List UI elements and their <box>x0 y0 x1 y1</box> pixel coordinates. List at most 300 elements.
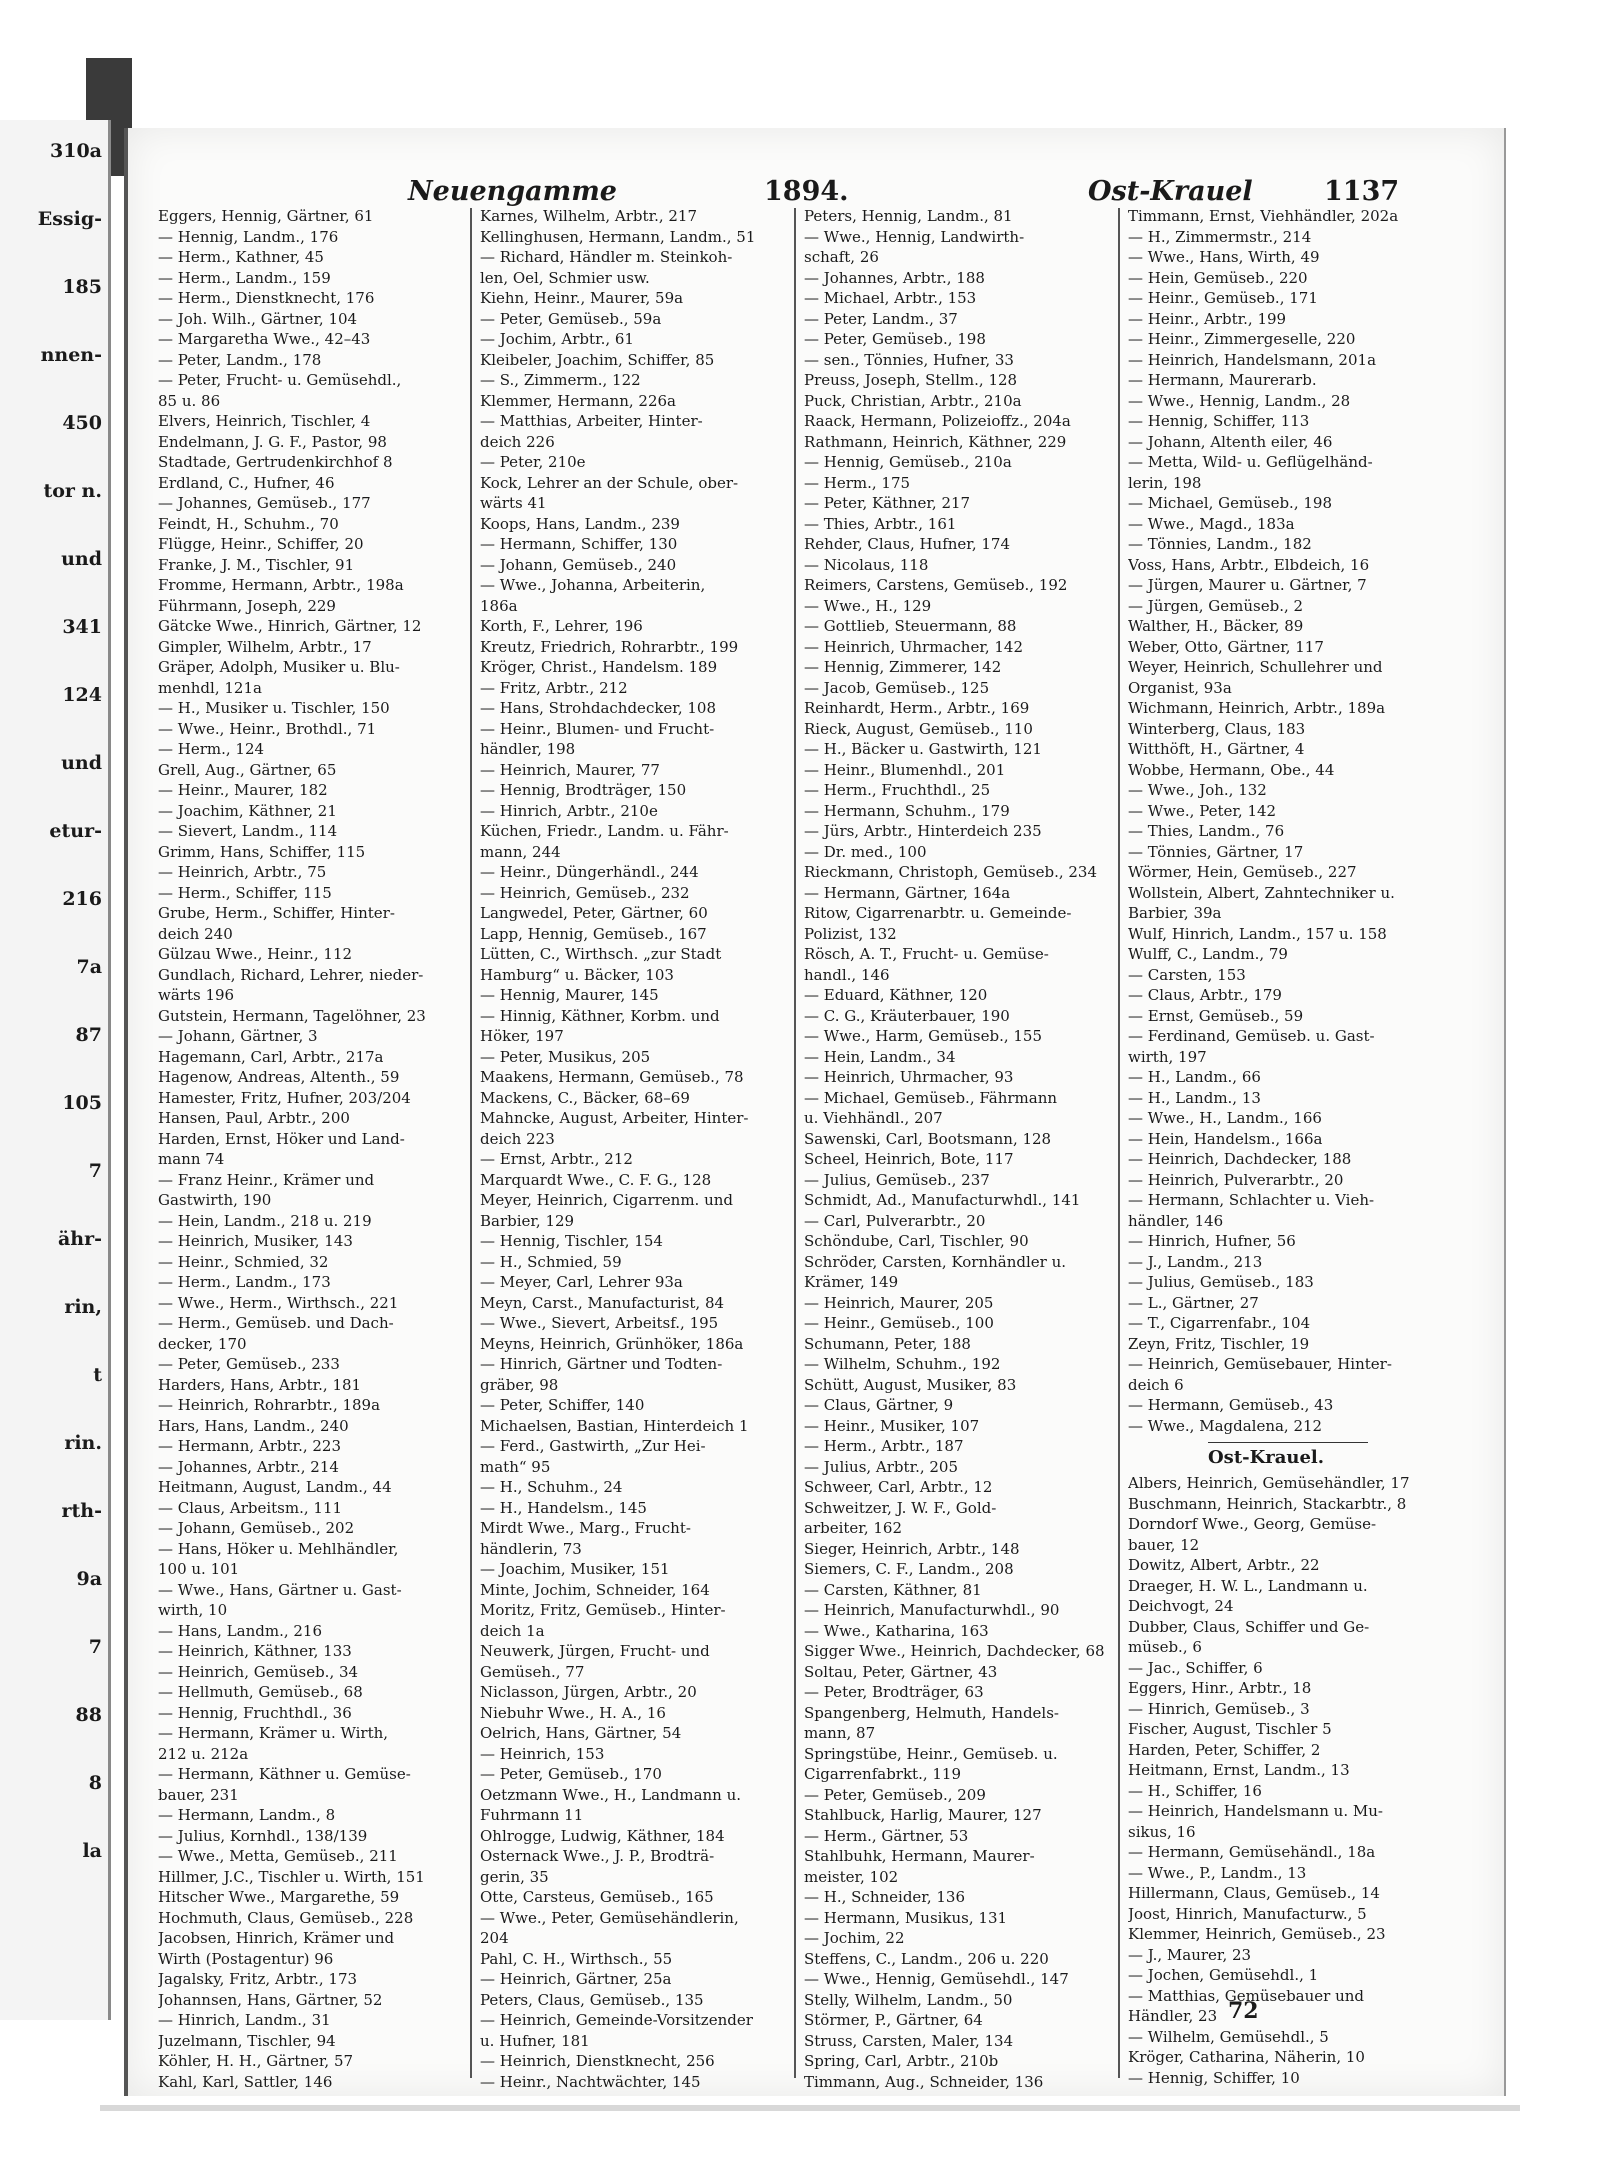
directory-entry: Hagenow, Andreas, Altenth., 59 <box>158 1068 400 1086</box>
directory-entry: — Jac., Schiffer, 6 <box>1128 1658 1263 1677</box>
directory-entry: — J., Landm., 213 <box>1128 1252 1263 1271</box>
directory-entry: — T., Cigarrenfabr., 104 <box>1128 1314 1311 1332</box>
directory-entry: — Hans, Landm., 216 <box>158 1621 323 1640</box>
directory-entry: — Heinrich, Manufacturwhdl., 90 <box>804 1601 1060 1619</box>
directory-entry: deich 1a <box>480 1621 545 1640</box>
directory-entry: — Claus, Gärtner, 9 <box>804 1396 954 1414</box>
directory-entry: — Richard, Händler m. Steinkoh- <box>480 248 733 266</box>
directory-entry: Kleibeler, Joachim, Schiffer, 85 <box>480 350 715 369</box>
directory-entry: mann, 244 <box>480 842 561 861</box>
directory-entry: Kellinghusen, Hermann, Landm., 51 <box>480 227 756 246</box>
page-bottom-edge <box>100 2105 1520 2111</box>
signature-mark: 72 <box>1228 1998 1259 2024</box>
directory-entry: Grimm, Hans, Schiffer, 115 <box>158 842 366 861</box>
directory-entry: Eggers, Hinr., Arbtr., 18 <box>1128 1679 1312 1697</box>
directory-entry: — Hermann, Landm., 8 <box>158 1806 336 1824</box>
directory-entry: — Herm., Landm., 159 <box>158 268 331 287</box>
directory-entry: — Heinrich, Maurer, 205 <box>804 1293 994 1312</box>
directory-entry: — S., Zimmerm., 122 <box>480 371 641 389</box>
directory-entry: Walther, H., Bäcker, 89 <box>1128 617 1304 635</box>
directory-entry: Buschmann, Heinrich, Stackarbtr., 8 <box>1128 1494 1407 1513</box>
directory-entry: Juzelmann, Tischler, 94 <box>158 2031 336 2050</box>
directory-entry: deich 6 <box>1128 1375 1184 1394</box>
directory-entry: — Heinrich, Uhrmacher, 142 <box>804 637 1024 656</box>
directory-entry: Niebuhr Wwe., H. A., 16 <box>480 1703 666 1722</box>
directory-entry: händlerin, 73 <box>480 1539 582 1558</box>
directory-entry: — Hennig, Maurer, 145 <box>480 986 659 1004</box>
directory-entry: schaft, 26 <box>804 248 879 266</box>
directory-entry: Preuss, Joseph, Stellm., 128 <box>804 371 1018 389</box>
directory-entry: Dowitz, Albert, Arbtr., 22 <box>1128 1556 1320 1574</box>
directory-entry: decker, 170 <box>158 1334 247 1353</box>
directory-entry: — Heinr., Zimmergeselle, 220 <box>1128 330 1356 348</box>
directory-entry: Kock, Lehrer an der Schule, ober- <box>480 473 739 492</box>
directory-entry: Osternack Wwe., J. P., Brodträ- <box>480 1847 715 1865</box>
directory-entry: — Wilhelm, Gemüsehdl., 5 <box>1128 2027 1329 2046</box>
left-page-fragment: 8 <box>88 1772 102 1794</box>
directory-entry: — Michael, Gemüseb., 198 <box>1128 494 1332 512</box>
directory-entry: mann 74 <box>158 1150 225 1168</box>
directory-entry: Rehder, Claus, Hufner, 174 <box>804 535 1011 553</box>
directory-entry: — Hermann, Schuhm., 179 <box>804 801 1010 820</box>
directory-entry: — Herm., Dienstknecht, 176 <box>158 289 375 307</box>
directory-entry: — Ernst, Gemüseb., 59 <box>1128 1006 1304 1025</box>
directory-entry: — Jürgen, Maurer u. Gärtner, 7 <box>1128 576 1367 594</box>
directory-entry: — Hinrich, Gemüseb., 3 <box>1128 1699 1310 1718</box>
directory-entry: händler, 146 <box>1128 1211 1224 1230</box>
directory-entry: Gutstein, Hermann, Tagelöhner, 23 <box>158 1006 426 1025</box>
directory-entry: — H., Handelsm., 145 <box>480 1498 647 1517</box>
directory-entry: Schweitzer, J. W. F., Gold- <box>804 1498 997 1517</box>
directory-entry: — Heinrich, Gemüseb., 232 <box>480 883 690 902</box>
directory-entry: Stelly, Wilhelm, Landm., 50 <box>804 1990 1013 2009</box>
directory-entry: Gülzau Wwe., Heinr., 112 <box>158 945 353 963</box>
directory-entry: — Herm., Kathner, 45 <box>158 248 324 266</box>
directory-entry: — Heinr., Schmied, 32 <box>158 1252 329 1271</box>
directory-entry: — Wwe., P., Landm., 13 <box>1128 1863 1307 1882</box>
directory-entry: — Heinr., Musiker, 107 <box>804 1416 980 1435</box>
directory-entry: Schröder, Carsten, Kornhändler u. <box>804 1252 1067 1271</box>
directory-entry: Draeger, H. W. L., Landmann u. <box>1128 1576 1368 1595</box>
left-page-fragment: rin, <box>64 1296 102 1318</box>
directory-entry: lerin, 198 <box>1128 473 1202 492</box>
directory-entry: — Heinr., Blumen- und Frucht- <box>480 719 715 738</box>
directory-entry: — Hermann, Schlachter u. Vieh- <box>1128 1191 1375 1209</box>
directory-entry: Heitmann, August, Landm., 44 <box>158 1478 392 1496</box>
directory-entry: — Hans, Höker u. Mehlhändler, <box>158 1539 399 1558</box>
directory-entry: — Wwe., Katharina, 163 <box>804 1621 989 1640</box>
directory-entry: — Wwe., Hans, Gärtner u. Gast- <box>158 1580 402 1599</box>
left-page-fragment: 341 <box>62 616 102 638</box>
directory-entry: — Wwe., Metta, Gemüseb., 211 <box>158 1847 398 1865</box>
directory-entry: Schweer, Carl, Arbtr., 12 <box>804 1478 993 1496</box>
directory-entry: — Thies, Landm., 76 <box>1128 822 1285 840</box>
directory-entry: Harden, Peter, Schiffer, 2 <box>1128 1740 1321 1759</box>
directory-entry: Kröger, Catharina, Näherin, 10 <box>1128 2048 1365 2066</box>
directory-entry: Langwedel, Peter, Gärtner, 60 <box>480 904 708 922</box>
directory-entry: — Wwe., Magd., 183a <box>1128 514 1295 533</box>
directory-entry: wirth, 10 <box>158 1601 228 1619</box>
directory-entry: — Tönnies, Landm., 182 <box>1128 535 1312 553</box>
directory-entry: — Herm., Gemüseb. und Dach- <box>158 1314 394 1332</box>
directory-entry: Fischer, August, Tischler 5 <box>1128 1720 1332 1738</box>
left-page-fragment: rth- <box>61 1500 102 1522</box>
directory-entry: Feindt, H., Schuhm., 70 <box>158 514 339 533</box>
directory-entry: — Peter, Frucht- u. Gemüsehdl., <box>158 371 402 389</box>
left-page-fragment: ähr- <box>57 1228 102 1250</box>
directory-entry: — Peter, Gemüseb., 59a <box>480 309 662 328</box>
directory-entry: Steffens, C., Landm., 206 u. 220 <box>804 1949 1049 1968</box>
left-page-fragment: 7 <box>88 1636 102 1658</box>
directory-entry: — Johann, Gemüseb., 202 <box>158 1519 355 1537</box>
directory-entry: u. Hufner, 181 <box>480 2031 590 2050</box>
directory-entry: Moritz, Fritz, Gemüseb., Hinter- <box>480 1601 726 1619</box>
directory-entry: Gräper, Adolph, Musiker u. Blu- <box>158 658 400 676</box>
directory-entry: Michaelsen, Bastian, Hinterdeich 1 <box>480 1416 749 1435</box>
directory-entry: Zeyn, Fritz, Tischler, 19 <box>1128 1334 1310 1353</box>
directory-entry: Stahlbuck, Harlig, Maurer, 127 <box>804 1806 1042 1824</box>
directory-entry: — Hermann, Gemüsehändl., 18a <box>1128 1843 1376 1861</box>
left-page-fragment: 124 <box>62 684 102 706</box>
directory-entry: — Heinr., Gemüseb., 100 <box>804 1314 994 1332</box>
directory-entry: Pahl, C. H., Wirthsch., 55 <box>480 1949 673 1968</box>
directory-entry: Soltau, Peter, Gärtner, 43 <box>804 1662 998 1681</box>
directory-entry: Gimpler, Wilhelm, Arbtr., 17 <box>158 637 372 656</box>
directory-entry: Oelrich, Hans, Gärtner, 54 <box>480 1724 682 1742</box>
directory-entry: — Wwe., Joh., 132 <box>1128 781 1267 799</box>
directory-entry: — H., Bäcker u. Gastwirth, 121 <box>804 740 1042 758</box>
directory-entry: — Heinrich, Handelsmann u. Mu- <box>1128 1802 1383 1820</box>
directory-entry: — Jürs, Arbtr., Hinterdeich 235 <box>804 822 1042 840</box>
directory-entry: — Heinrich, Handelsmann, 201a <box>1128 350 1377 369</box>
directory-entry: — Hennig, Schiffer, 10 <box>1128 2068 1300 2087</box>
directory-entry: — Heinrich, 153 <box>480 1744 605 1763</box>
directory-entry: — Carl, Pulverarbtr., 20 <box>804 1211 986 1230</box>
directory-entry: — Wwe., Hans, Wirth, 49 <box>1128 248 1320 266</box>
directory-entry: Joost, Hinrich, Manufacturw., 5 <box>1128 1904 1367 1923</box>
directory-entry: — Peter, Schiffer, 140 <box>480 1396 645 1414</box>
directory-entry: — Hinrich, Gärtner und Todten- <box>480 1355 723 1373</box>
directory-entry: — Ferdinand, Gemüseb. u. Gast- <box>1128 1027 1375 1045</box>
directory-entry: Minte, Jochim, Schneider, 164 <box>480 1580 710 1599</box>
header-locality-left: Neuengamme <box>408 176 617 207</box>
directory-entry: Gastwirth, 190 <box>158 1191 272 1209</box>
directory-entry: Siemers, C. F., Landm., 208 <box>804 1560 1014 1578</box>
directory-entry: arbeiter, 162 <box>804 1519 902 1537</box>
directory-entry: Wulff, C., Landm., 79 <box>1128 945 1288 963</box>
directory-entry: wirth, 197 <box>1128 1047 1207 1066</box>
directory-entry: Struss, Carsten, Maler, 134 <box>804 2031 1014 2050</box>
directory-entry: — Peter, 210e <box>480 453 586 471</box>
directory-entry: 204 <box>480 1929 509 1947</box>
directory-entry: müseb., 6 <box>1128 1638 1202 1656</box>
directory-entry: — Johannes, Gemüseb., 177 <box>158 494 371 512</box>
directory-entry: meister, 102 <box>804 1867 899 1886</box>
left-page-fragment: nnen- <box>40 344 102 366</box>
directory-entry: — Jacob, Gemüseb., 125 <box>804 678 990 697</box>
directory-entry: Otte, Carsteus, Gemüseb., 165 <box>480 1888 714 1906</box>
directory-entry: Schmidt, Ad., Manufacturwhdl., 141 <box>804 1191 1081 1209</box>
directory-entry: — Johann, Altenth eiler, 46 <box>1128 432 1333 451</box>
directory-entry: — Heinrich, Uhrmacher, 93 <box>804 1068 1014 1086</box>
column-3 <box>804 206 1120 2092</box>
directory-entry: Meyn, Carst., Manufacturist, 84 <box>480 1293 725 1312</box>
directory-entry: — Gottlieb, Steuermann, 88 <box>804 617 1017 635</box>
directory-entry: Grell, Aug., Gärtner, 65 <box>158 760 337 779</box>
directory-entry: Weber, Otto, Gärtner, 117 <box>1128 637 1324 656</box>
header-locality-right: Ost-Krauel <box>1088 176 1253 207</box>
directory-entry: 212 u. 212a <box>158 1744 249 1763</box>
directory-entry: Barbier, 129 <box>480 1211 575 1230</box>
directory-entry: deich 226 <box>480 432 555 451</box>
directory-entry: Wulf, Hinrich, Landm., 157 u. 158 <box>1128 924 1387 943</box>
directory-entry: — H., Zimmermstr., 214 <box>1128 227 1312 246</box>
directory-entry: — Joh. Wilh., Gärtner, 104 <box>158 309 358 328</box>
directory-entry: Rieck, August, Gemüseb., 110 <box>804 719 1033 738</box>
section-heading-ost-krauel: Ost-Krauel. <box>1208 1442 1368 1471</box>
directory-entry: — Hennig, Tischler, 154 <box>480 1232 663 1250</box>
header-year: 1894. <box>764 176 849 207</box>
directory-entry: 85 u. 86 <box>158 391 221 410</box>
directory-entry: — Hennig, Zimmerer, 142 <box>804 658 1002 676</box>
directory-entry: — Hein, Handelsm., 166a <box>1128 1129 1323 1148</box>
directory-entry: Schumann, Peter, 188 <box>804 1334 971 1353</box>
directory-entry: Lapp, Hennig, Gemüseb., 167 <box>480 924 707 943</box>
left-page-fragment: und <box>61 548 102 570</box>
directory-entry: Höker, 197 <box>480 1027 564 1045</box>
directory-entry: — Johannes, Arbtr., 214 <box>158 1457 339 1476</box>
directory-entry: — H., Schneider, 136 <box>804 1888 965 1906</box>
directory-entry: — C. G., Kräuterbauer, 190 <box>804 1006 1010 1025</box>
directory-entry: — Peter, Käthner, 217 <box>804 494 971 512</box>
directory-entry: Weyer, Heinrich, Schullehrer und <box>1128 658 1383 676</box>
directory-entry: Köhler, H. H., Gärtner, 57 <box>158 2052 354 2070</box>
directory-entry: — Carsten, Käthner, 81 <box>804 1580 982 1599</box>
left-page-fragment: 450 <box>62 412 102 434</box>
directory-entry: Albers, Heinrich, Gemüsehändler, 17 <box>1128 1474 1410 1492</box>
directory-entry: — Herm., Schiffer, 115 <box>158 883 332 902</box>
directory-entry: Reimers, Carstens, Gemüseb., 192 <box>804 576 1068 594</box>
directory-entry: — Herm., Landm., 173 <box>158 1273 331 1291</box>
directory-entry: — Hinrich, Landm., 31 <box>158 2011 331 2029</box>
directory-entry: Niclasson, Jürgen, Arbtr., 20 <box>480 1683 697 1701</box>
directory-entry: — Heinrich, Käthner, 133 <box>158 1642 352 1660</box>
directory-entry: — Wwe., Hennig, Landm., 28 <box>1128 391 1351 410</box>
directory-page <box>124 128 1506 2096</box>
directory-entry: — Hermann, Schiffer, 130 <box>480 535 678 553</box>
left-page-edge <box>0 120 111 2020</box>
directory-entry: — Wwe., Sievert, Arbeitsf., 195 <box>480 1314 719 1332</box>
directory-entry: — Michael, Arbtr., 153 <box>804 289 977 307</box>
directory-entry: bauer, 231 <box>158 1785 239 1804</box>
directory-entry: — Heinr., Gemüseb., 171 <box>1128 289 1318 307</box>
directory-entry: len, Oel, Schmier usw. <box>480 268 650 287</box>
directory-entry: — sen., Tönnies, Hufner, 33 <box>804 350 1014 369</box>
directory-entry: — Hein, Landm., 34 <box>804 1047 956 1066</box>
directory-entry: Organist, 93a <box>1128 678 1232 697</box>
directory-entry: Voss, Hans, Arbtr., Elbdeich, 16 <box>1128 555 1370 574</box>
directory-entry: wärts 196 <box>158 986 235 1004</box>
directory-entry: — Claus, Arbtr., 179 <box>1128 986 1282 1004</box>
directory-entry: — Hinrich, Arbtr., 210e <box>480 801 658 820</box>
directory-entry: Wirth (Postagentur) 96 <box>158 1949 334 1968</box>
directory-entry: — H., Schmied, 59 <box>480 1252 622 1271</box>
directory-entry: — Herm., 175 <box>804 473 911 492</box>
directory-entry: Spring, Carl, Arbtr., 210b <box>804 2052 999 2070</box>
directory-entry: Händler, 23 <box>1128 2007 1218 2025</box>
directory-entry: — Hein, Gemüseb., 220 <box>1128 268 1308 287</box>
column-2 <box>480 206 796 2092</box>
directory-entry: Timmann, Aug., Schneider, 136 <box>804 2072 1044 2091</box>
directory-entry: Hars, Hans, Landm., 240 <box>158 1416 349 1435</box>
directory-entry: — Peter, Brodträger, 63 <box>804 1683 984 1701</box>
directory-entry: — Peter, Landm., 37 <box>804 309 958 328</box>
directory-entry: — Thies, Arbtr., 161 <box>804 514 957 533</box>
directory-entry: Gemüseh., 77 <box>480 1662 585 1681</box>
directory-entry: Mackens, C., Bäcker, 68–69 <box>480 1088 690 1107</box>
directory-entry: Harders, Hans, Arbtr., 181 <box>158 1375 362 1394</box>
directory-entry: — Peter, Gemüseb., 170 <box>480 1765 662 1783</box>
directory-entry: Hitscher Wwe., Margarethe, 59 <box>158 1888 400 1906</box>
directory-entry: — L., Gärtner, 27 <box>1128 1293 1259 1312</box>
directory-entry: — Wwe., Peter, Gemüsehändlerin, <box>480 1908 739 1927</box>
directory-entry: Korth, F., Lehrer, 196 <box>480 617 643 635</box>
directory-entry: — Julius, Gemüseb., 183 <box>1128 1273 1314 1291</box>
directory-entry: Wörmer, Hein, Gemüseb., 227 <box>1128 863 1357 881</box>
directory-entry: — Ernst, Arbtr., 212 <box>480 1150 633 1168</box>
directory-entry: Klemmer, Heinrich, Gemüseb., 23 <box>1128 1925 1386 1943</box>
directory-entry: Kröger, Christ., Handelsm. 189 <box>480 658 718 676</box>
directory-entry: Elvers, Heinrich, Tischler, 4 <box>158 412 371 430</box>
left-page-fragment: 87 <box>75 1024 102 1046</box>
directory-entry: Mirdt Wwe., Marg., Frucht- <box>480 1519 691 1537</box>
directory-entry: — Hermann, Musikus, 131 <box>804 1908 1008 1927</box>
directory-entry: Witthöft, H., Gärtner, 4 <box>1128 740 1305 758</box>
directory-entry: math“ 95 <box>480 1457 551 1476</box>
directory-entry: Peters, Claus, Gemüseb., 135 <box>480 1990 704 2009</box>
directory-entry: — Heinr., Nachtwächter, 145 <box>480 2072 701 2091</box>
directory-entry: — Heinrich, Gärtner, 25a <box>480 1970 672 1988</box>
directory-entry: — Heinrich, Dienstknecht, 256 <box>480 2052 715 2070</box>
directory-entry: — Hein, Landm., 218 u. 219 <box>158 1211 372 1230</box>
left-page-fragment: 9a <box>76 1568 102 1590</box>
left-page-fragment: 88 <box>75 1704 102 1726</box>
directory-entry: — Hermann, Käthner u. Gemüse- <box>158 1765 411 1783</box>
directory-entry: — Julius, Arbtr., 205 <box>804 1457 959 1476</box>
directory-entry: Ritow, Cigarrenarbtr. u. Gemeinde- <box>804 904 1072 922</box>
directory-entry: Puck, Christian, Arbtr., 210a <box>804 391 1022 410</box>
directory-entry: Barbier, 39a <box>1128 904 1222 922</box>
directory-entry: — Heinr., Arbtr., 199 <box>1128 309 1287 328</box>
directory-entry: — H., Schuhm., 24 <box>480 1478 623 1496</box>
directory-entry: u. Viehhändl., 207 <box>804 1109 943 1127</box>
directory-entry: Fromme, Hermann, Arbtr., 198a <box>158 576 404 594</box>
directory-entry: — Tönnies, Gärtner, 17 <box>1128 842 1304 861</box>
directory-entry: Johannsen, Hans, Gärtner, 52 <box>158 1990 383 2009</box>
directory-entry: — J., Maurer, 23 <box>1128 1945 1252 1964</box>
directory-entry: — Wwe., Herm., Wirthsch., 221 <box>158 1293 399 1312</box>
directory-entry: Wobbe, Hermann, Obe., 44 <box>1128 760 1335 779</box>
left-page-fragment: 216 <box>62 888 102 910</box>
directory-entry: — Wwe., Johanna, Arbeiterin, <box>480 576 706 594</box>
directory-entry: Peters, Hennig, Landm., 81 <box>804 207 1013 225</box>
directory-entry: — Heinrich, Dachdecker, 188 <box>1128 1150 1352 1168</box>
left-page-fragment: 310a <box>50 140 102 162</box>
directory-entry: — Johann, Gärtner, 3 <box>158 1027 318 1045</box>
directory-entry: wärts 41 <box>480 494 547 512</box>
directory-entry: Führmann, Joseph, 229 <box>158 596 336 615</box>
directory-entry: Maakens, Hermann, Gemüseb., 78 <box>480 1068 744 1086</box>
directory-entry: Schütt, August, Musiker, 83 <box>804 1375 1017 1394</box>
directory-entry: Fuhrmann 11 <box>480 1806 584 1824</box>
directory-entry: — Michael, Gemüseb., Fährmann <box>804 1088 1058 1107</box>
directory-entry: Jacobsen, Hinrich, Krämer und <box>158 1929 395 1947</box>
directory-entry: 186a <box>480 596 518 615</box>
directory-entry: Rathmann, Heinrich, Käthner, 229 <box>804 432 1067 451</box>
directory-entry: Raack, Hermann, Polizeioffz., 204a <box>804 412 1071 430</box>
directory-entry: — Heinrich, Musiker, 143 <box>158 1232 353 1250</box>
directory-entry: — H., Schiffer, 16 <box>1128 1781 1262 1800</box>
directory-entry: — Wwe., Peter, 142 <box>1128 801 1277 820</box>
directory-entry: händler, 198 <box>480 740 576 758</box>
directory-entry: — Peter, Gemüseb., 198 <box>804 330 986 348</box>
directory-entry: gerin, 35 <box>480 1867 549 1886</box>
directory-entry: Hagemann, Carl, Arbtr., 217a <box>158 1047 384 1066</box>
directory-entry: Cigarrenfabrkt., 119 <box>804 1765 962 1783</box>
directory-entry: — Matthias, Arbeiter, Hinter- <box>480 412 703 430</box>
directory-entry: Heitmann, Ernst, Landm., 13 <box>1128 1761 1350 1779</box>
directory-entry: Winterberg, Claus, 183 <box>1128 719 1306 738</box>
directory-entry: Lütten, C., Wirthsch. „zur Stadt <box>480 945 722 963</box>
directory-entry: — Carsten, 153 <box>1128 965 1246 984</box>
directory-entry: — Hennig, Gemüseb., 210a <box>804 453 1012 471</box>
directory-entry: — Heinrich, Gemüsebauer, Hinter- <box>1128 1355 1392 1373</box>
directory-entry: — Heinrich, Maurer, 77 <box>480 760 660 779</box>
directory-entry: — Hellmuth, Gemüseb., 68 <box>158 1683 363 1701</box>
directory-entry: Störmer, P., Gärtner, 64 <box>804 2011 983 2029</box>
directory-entry: — Peter, Musikus, 205 <box>480 1047 651 1066</box>
directory-entry: — Heinrich, Arbtr., 75 <box>158 863 327 881</box>
directory-entry: Gundlach, Richard, Lehrer, nieder- <box>158 965 424 984</box>
column-1 <box>158 206 474 2092</box>
left-page-fragment: t <box>93 1364 102 1386</box>
directory-entry: — Heinr., Maurer, 182 <box>158 781 328 799</box>
directory-entry: — Matthias, Gemüsebauer und <box>1128 1986 1365 2005</box>
directory-entry: — Heinr., Düngerhändl., 244 <box>480 863 699 881</box>
directory-entry: — Hennig, Fruchthdl., 36 <box>158 1703 352 1722</box>
directory-entry: menhdl, 121a <box>158 678 262 697</box>
left-page-fragment: tor n. <box>43 480 102 502</box>
directory-entry: — Hermann, Maurerarb. <box>1128 371 1317 389</box>
directory-entry: Hamester, Fritz, Hufner, 203/204 <box>158 1088 411 1107</box>
directory-entry: — Wwe., Harm, Gemüseb., 155 <box>804 1027 1043 1045</box>
directory-entry: Kiehn, Heinr., Maurer, 59a <box>480 289 684 307</box>
directory-entry: Franke, J. M., Tischler, 91 <box>158 555 355 574</box>
directory-entry: Grube, Herm., Schiffer, Hinter- <box>158 904 395 922</box>
directory-entry: Sawenski, Carl, Bootsmann, 128 <box>804 1129 1052 1148</box>
directory-entry: — Herm., Arbtr., 187 <box>804 1437 964 1455</box>
directory-entry: — Wwe., Hennig, Gemüsehdl., 147 <box>804 1970 1069 1988</box>
directory-entry: Timmann, Ernst, Viehhändler, 202a <box>1128 207 1399 225</box>
directory-entry: Karnes, Wilhelm, Arbtr., 217 <box>480 207 698 225</box>
directory-entry: Küchen, Friedr., Landm. u. Fähr- <box>480 822 729 840</box>
directory-entry: — Peter, Gemüseb., 209 <box>804 1785 986 1804</box>
directory-entry: handl., 146 <box>804 965 890 984</box>
directory-entry: — Wwe., H., Landm., 166 <box>1128 1109 1322 1127</box>
directory-entry: — Herm., 124 <box>158 740 265 758</box>
directory-entry: — Claus, Arbeitsm., 111 <box>158 1498 343 1517</box>
directory-entry: Meyns, Heinrich, Grünhöker, 186a <box>480 1334 744 1353</box>
